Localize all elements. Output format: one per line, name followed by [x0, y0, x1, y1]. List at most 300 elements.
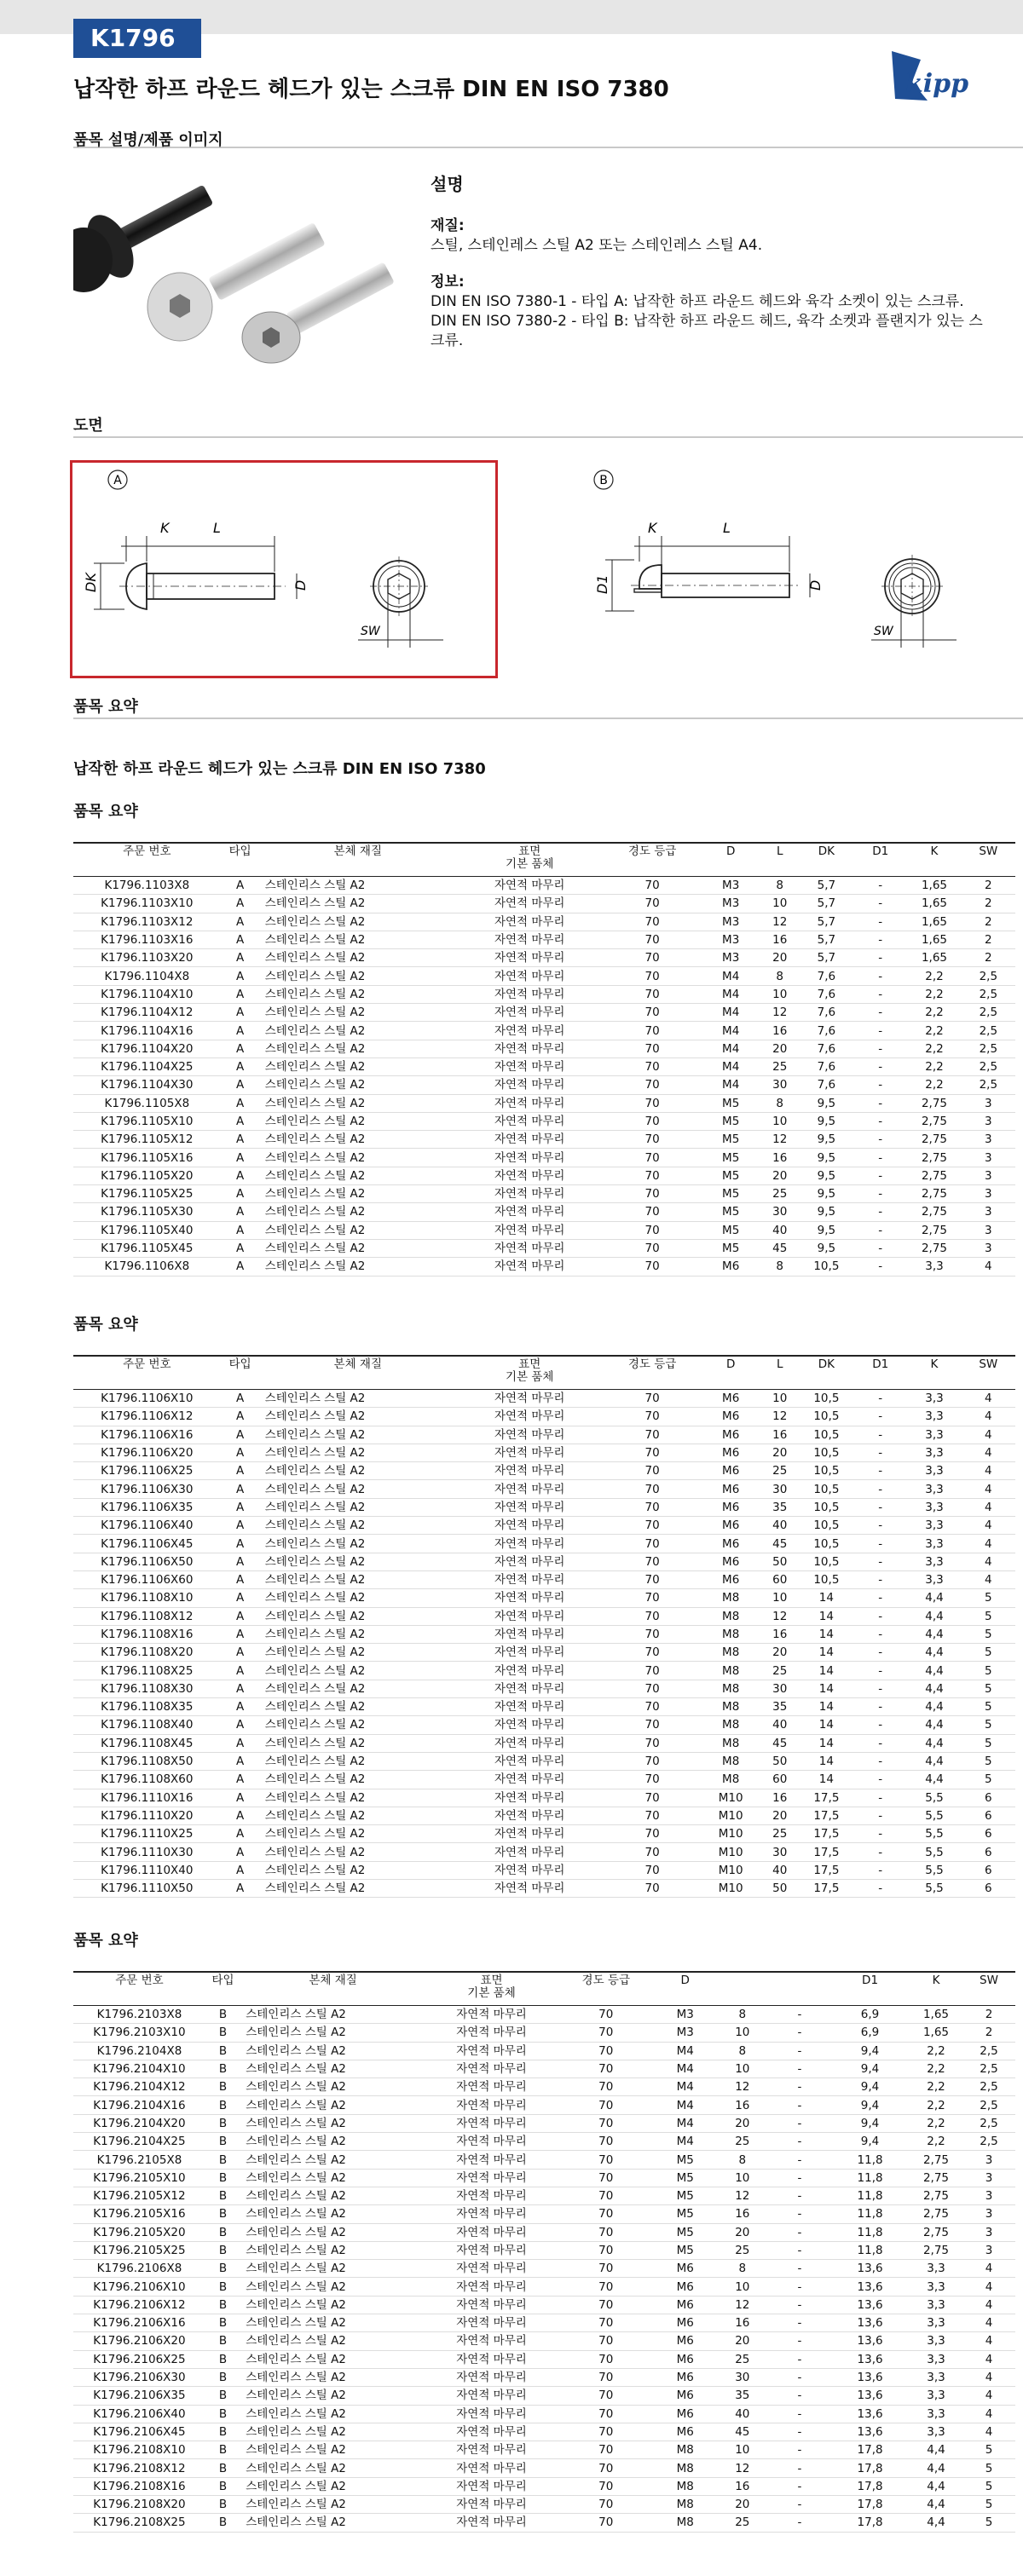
table-cell: 스테인리스 스틸 A2 [240, 2368, 425, 2386]
table-cell: M4 [702, 1076, 760, 1094]
table-cell: B [205, 2024, 240, 2042]
table-cell: 스테인리스 스틸 A2 [260, 1644, 456, 1662]
table-cell: 70 [558, 2006, 655, 2024]
table-cell: 25 [716, 2350, 769, 2368]
table-cell: K1796.1106X40 [73, 1517, 221, 1535]
table-cell: 1,65 [907, 913, 961, 931]
table-cell: 5 [962, 1680, 1015, 1697]
table-row [73, 1057, 1015, 1075]
table-cell: - [853, 1662, 907, 1680]
table-cell: 12 [760, 1004, 800, 1022]
table-cell: 70 [558, 2332, 655, 2350]
table-cell: 12 [716, 2078, 769, 2096]
table-cell: 5 [962, 1625, 1015, 1643]
column-header: 주문 번호 [73, 1972, 205, 2006]
table-cell: 40 [760, 1221, 800, 1239]
table-cell: A [221, 1426, 260, 1444]
column-header [769, 1972, 830, 2006]
table-cell: 14 [800, 1752, 853, 1770]
table-cell: 자연적 마무리 [425, 2205, 558, 2223]
table-cell: 17,5 [800, 1861, 853, 1879]
table-cell: 자연적 마무리 [456, 1789, 604, 1807]
table-cell: 4,4 [907, 1625, 961, 1643]
table-cell: 17,5 [800, 1825, 853, 1843]
table-cell: 13,6 [830, 2423, 910, 2441]
table-cell: - [769, 2151, 830, 2169]
table-cell: 14 [800, 1680, 853, 1697]
table-cell: 자연적 마무리 [425, 2114, 558, 2132]
table-cell: - [853, 1807, 907, 1824]
table-row [73, 2405, 1015, 2423]
table-cell: M6 [702, 1498, 760, 1516]
table-cell: - [853, 949, 907, 967]
table-cell: M4 [702, 1057, 760, 1075]
table-cell: - [769, 2368, 830, 2386]
table-cell: 자연적 마무리 [456, 1022, 604, 1040]
table-cell: 6 [962, 1789, 1015, 1807]
table-cell: - [853, 1752, 907, 1770]
table-cell: A [221, 1498, 260, 1516]
table-cell: 3 [962, 2205, 1015, 2223]
column-header: D1 [830, 1972, 910, 2006]
table-cell: 17,8 [830, 2459, 910, 2477]
table-cell: M10 [702, 1861, 760, 1879]
table-cell: 스테인리스 스틸 A2 [260, 1498, 456, 1516]
table-cell: 20 [760, 1040, 800, 1057]
table-cell: M6 [702, 1517, 760, 1535]
table-cell: 12 [760, 1408, 800, 1426]
table-cell: 4 [962, 2368, 1015, 2386]
table-cell: 자연적 마무리 [456, 1807, 604, 1824]
table-cell: K1796.2104X25 [73, 2133, 205, 2151]
table-row [73, 1185, 1015, 1203]
table-cell: K1796.1106X8 [73, 1258, 221, 1276]
table-cell: K1796.1110X40 [73, 1861, 221, 1879]
table-cell: 16 [760, 931, 800, 948]
table-cell: 17,8 [830, 2441, 910, 2459]
table-cell: 스테인리스 스틸 A2 [260, 949, 456, 967]
table-cell: K1796.1108X50 [73, 1752, 221, 1770]
table-cell: 5 [962, 1698, 1015, 1716]
table-cell: B [205, 2332, 240, 2350]
table-cell: A [221, 1535, 260, 1553]
table-cell: 2,5 [962, 985, 1015, 1003]
table-cell: 70 [558, 2024, 655, 2042]
table-cell: M6 [702, 1426, 760, 1444]
table-cell: - [769, 2332, 830, 2350]
table-cell: 스테인리스 스틸 A2 [240, 2423, 425, 2441]
table-cell: 70 [604, 1239, 702, 1257]
table-cell: 자연적 마무리 [456, 1680, 604, 1697]
table-cell: 25 [760, 1057, 800, 1075]
table-cell: 10,5 [800, 1462, 853, 1480]
table-cell: M8 [702, 1644, 760, 1662]
table-cell: 7,6 [800, 1040, 853, 1057]
table-cell: M3 [702, 895, 760, 913]
table-cell: - [769, 2314, 830, 2332]
table-cell: 자연적 마무리 [456, 1131, 604, 1149]
table-cell: K1796.2106X16 [73, 2314, 205, 2332]
table-cell: 12 [760, 1131, 800, 1149]
table-cell: 35 [760, 1498, 800, 1516]
table-cell: 자연적 마무리 [456, 1734, 604, 1752]
table-cell: K1796.1106X60 [73, 1570, 221, 1588]
table-cell: 자연적 마무리 [425, 2278, 558, 2296]
table-cell: 자연적 마무리 [456, 949, 604, 967]
table-cell: 5,5 [907, 1825, 961, 1843]
table-row [73, 1570, 1015, 1588]
table-cell: 스테인리스 스틸 A2 [260, 1825, 456, 1843]
table-cell: - [769, 2169, 830, 2187]
table-cell: 30 [760, 1203, 800, 1221]
table-cell: K1796.2108X16 [73, 2477, 205, 2495]
table-cell: 4,4 [910, 2441, 962, 2459]
table-cell: 50 [760, 1880, 800, 1898]
table-cell: 자연적 마무리 [456, 1057, 604, 1075]
table-cell: 스테인리스 스틸 A2 [260, 967, 456, 985]
table-row [73, 2078, 1015, 2096]
table-cell: 4 [962, 1462, 1015, 1480]
description-heading: 설명 [431, 174, 464, 194]
table-cell: 35 [760, 1698, 800, 1716]
table-cell: M6 [655, 2278, 716, 2296]
table-cell: - [853, 1535, 907, 1553]
table-cell: - [853, 1112, 907, 1130]
table-cell: 3,3 [910, 2314, 962, 2332]
table-cell: 자연적 마무리 [425, 2223, 558, 2241]
table-cell: 4,4 [907, 1644, 961, 1662]
table-cell: K1796.1106X50 [73, 1553, 221, 1570]
table-cell: A [221, 1076, 260, 1094]
table-cell: - [853, 1444, 907, 1461]
table-cell: 스테인리스 스틸 A2 [240, 2260, 425, 2278]
table-cell: 70 [558, 2169, 655, 2187]
table-cell: 2,75 [907, 1203, 961, 1221]
table-cell: 4 [962, 2332, 1015, 2350]
table-cell: 스테인리스 스틸 A2 [240, 2514, 425, 2532]
table-cell: 2 [962, 949, 1015, 967]
type-b-label: B [599, 474, 608, 487]
table-cell: 자연적 마무리 [456, 1185, 604, 1203]
table-cell: 10,5 [800, 1480, 853, 1498]
table-cell: A [221, 1680, 260, 1697]
table-cell: 14 [800, 1716, 853, 1734]
table-cell: 4,4 [910, 2496, 962, 2514]
table-cell: 스테인리스 스틸 A2 [260, 877, 456, 895]
table-cell: 6 [962, 1880, 1015, 1898]
table-cell: - [853, 1734, 907, 1752]
table-cell: A [221, 1607, 260, 1625]
table-cell: K1796.1103X12 [73, 913, 221, 931]
table-cell: 스테인리스 스틸 A2 [240, 2133, 425, 2151]
column-header: K [910, 1972, 962, 2006]
table-cell: M5 [702, 1167, 760, 1184]
table-cell: 9,5 [800, 1131, 853, 1149]
table-cell: 5,5 [907, 1807, 961, 1824]
table-cell: 스테인리스 스틸 A2 [240, 2223, 425, 2241]
table-cell: - [769, 2423, 830, 2441]
table-cell: M4 [655, 2042, 716, 2060]
table-cell: - [853, 1004, 907, 1022]
table-cell: K1796.2106X25 [73, 2350, 205, 2368]
table-cell: 자연적 마무리 [425, 2423, 558, 2441]
table-cell: 자연적 마무리 [456, 1426, 604, 1444]
table-cell: 스테인리스 스틸 A2 [260, 985, 456, 1003]
table-cell: 25 [760, 1185, 800, 1203]
table-cell: 10,5 [800, 1408, 853, 1426]
table-cell: 6 [962, 1825, 1015, 1843]
table-cell: M6 [655, 2387, 716, 2405]
table-cell: 9,4 [830, 2114, 910, 2132]
table-cell: 30 [760, 1843, 800, 1861]
table-cell: 2,5 [962, 2042, 1015, 2060]
table-cell: 7,6 [800, 1057, 853, 1075]
table-cell: 4 [962, 1426, 1015, 1444]
table-cell: 3,3 [910, 2423, 962, 2441]
table-cell: 자연적 마무리 [456, 1535, 604, 1553]
table-cell: 70 [558, 2078, 655, 2096]
table-cell: 스테인리스 스틸 A2 [260, 1570, 456, 1588]
table-cell: 5 [962, 1607, 1015, 1625]
table-cell: - [853, 1149, 907, 1167]
table-cell: 2,2 [907, 985, 961, 1003]
table-cell: 자연적 마무리 [456, 1861, 604, 1879]
table-cell: 3 [962, 2223, 1015, 2241]
table-cell: 40 [760, 1861, 800, 1879]
table-cell: - [769, 2060, 830, 2078]
dim-l-b: L [723, 520, 731, 536]
column-header: D1 [853, 1356, 907, 1390]
table-cell: M5 [702, 1149, 760, 1167]
table-cell: 자연적 마무리 [425, 2368, 558, 2386]
table-cell: 70 [604, 1752, 702, 1770]
table-row [73, 985, 1015, 1003]
table-cell: - [853, 1570, 907, 1588]
table-cell: 7,6 [800, 985, 853, 1003]
table-cell: 8 [716, 2151, 769, 2169]
table-cell: K1796.1106X16 [73, 1426, 221, 1444]
table-cell: 스테인리스 스틸 A2 [240, 2078, 425, 2096]
table-cell: 4,4 [910, 2459, 962, 2477]
table-cell: 2,5 [962, 1004, 1015, 1022]
table-row [73, 1734, 1015, 1752]
table-cell: M4 [702, 985, 760, 1003]
table-cell: 70 [604, 1807, 702, 1824]
table-cell: 30 [760, 1076, 800, 1094]
column-header: L [760, 1356, 800, 1390]
table-cell: 7,6 [800, 1022, 853, 1040]
table-cell: 70 [604, 1680, 702, 1697]
table-cell: 70 [604, 1040, 702, 1057]
table-cell: 자연적 마무리 [456, 1771, 604, 1789]
table-cell: K1796.2106X20 [73, 2332, 205, 2350]
table-cell: 스테인리스 스틸 A2 [260, 1258, 456, 1276]
table-cell: 자연적 마무리 [456, 1040, 604, 1057]
table-cell: K1796.1110X50 [73, 1880, 221, 1898]
table-cell: - [853, 1022, 907, 1040]
table-row [73, 2350, 1015, 2368]
table-cell: M3 [702, 913, 760, 931]
table-cell: 2,75 [910, 2169, 962, 2187]
table-cell: 자연적 마무리 [425, 2387, 558, 2405]
table-cell: 70 [604, 877, 702, 895]
table-cell: K1796.1104X12 [73, 1004, 221, 1022]
table-cell: 2,5 [962, 2096, 1015, 2114]
table-cell: 70 [558, 2314, 655, 2332]
table-cell: 3,3 [910, 2260, 962, 2278]
table-cell: 10 [716, 2441, 769, 2459]
table-cell: K1796.1106X10 [73, 1390, 221, 1408]
table-cell: 자연적 마무리 [456, 1698, 604, 1716]
table-cell: 2,2 [910, 2114, 962, 2132]
table-cell: A [221, 1734, 260, 1752]
table-cell: M4 [655, 2114, 716, 2132]
table-cell: K1796.1105X16 [73, 1149, 221, 1167]
table-cell: A [221, 913, 260, 931]
table-row [73, 1789, 1015, 1807]
table-cell: K1796.1108X45 [73, 1734, 221, 1752]
table-cell: 17,8 [830, 2514, 910, 2532]
table-cell: K1796.1103X16 [73, 931, 221, 948]
table-cell: 5 [962, 1771, 1015, 1789]
table-cell: 60 [760, 1771, 800, 1789]
table-cell: 30 [716, 2368, 769, 2386]
table-row [73, 1094, 1015, 1112]
table-cell: K1796.2106X12 [73, 2296, 205, 2314]
table-cell: B [205, 2514, 240, 2532]
table-cell: K1796.2105X12 [73, 2187, 205, 2204]
table-cell: 스테인리스 스틸 A2 [240, 2187, 425, 2204]
table-cell: 5 [962, 2441, 1015, 2459]
product-table-3 [73, 1971, 1015, 2533]
product-title: 납작한 하프 라운드 헤드가 있는 스크류 DIN EN ISO 7380 [73, 760, 486, 778]
table-cell: - [853, 1057, 907, 1075]
table-cell: 14 [800, 1625, 853, 1643]
table-cell: 자연적 마무리 [456, 931, 604, 948]
table-row [73, 2024, 1015, 2042]
info-text-2: DIN EN ISO 7380-2 - 타입 B: 납작한 하프 라운드 헤드, 육각 소켓과 플랜지가 있는 스크류. [431, 313, 983, 349]
table-row [73, 1589, 1015, 1607]
table-row [73, 2496, 1015, 2514]
table-cell: - [769, 2441, 830, 2459]
table-cell: K1796.2106X40 [73, 2405, 205, 2423]
table-cell: 3,3 [907, 1517, 961, 1535]
table-cell: 자연적 마무리 [425, 2078, 558, 2096]
table-cell: M8 [702, 1771, 760, 1789]
table-row [73, 1203, 1015, 1221]
table-cell: K1796.1105X40 [73, 1221, 221, 1239]
table-cell: 3 [962, 2187, 1015, 2204]
table-cell: A [221, 1221, 260, 1239]
table-2-title: 품목 요약 [73, 1316, 138, 1334]
table-cell: B [205, 2169, 240, 2187]
table-cell: 스테인리스 스틸 A2 [260, 1734, 456, 1752]
table-cell: M6 [655, 2260, 716, 2278]
table-cell: 자연적 마무리 [456, 1408, 604, 1426]
table-cell: A [221, 1022, 260, 1040]
table-cell: 스테인리스 스틸 A2 [260, 1752, 456, 1770]
table-cell: M6 [655, 2423, 716, 2441]
table-cell: K1796.2105X8 [73, 2151, 205, 2169]
table-cell: 스테인리스 스틸 A2 [260, 1625, 456, 1643]
table-cell: M8 [702, 1680, 760, 1697]
table-cell: 10 [716, 2060, 769, 2078]
table-cell: 2 [962, 2024, 1015, 2042]
table-cell: 스테인리스 스틸 A2 [260, 1167, 456, 1184]
table-cell: - [769, 2477, 830, 2495]
table-cell: A [221, 1203, 260, 1221]
table-cell: 20 [716, 2223, 769, 2241]
table-cell: 70 [604, 1644, 702, 1662]
column-header: SW [962, 1356, 1015, 1390]
table-cell: 스테인리스 스틸 A2 [240, 2169, 425, 2187]
table-cell: - [769, 2096, 830, 2114]
table-cell: 11,8 [830, 2241, 910, 2259]
table-cell: 2 [962, 877, 1015, 895]
table-cell: 스테인리스 스틸 A2 [260, 1131, 456, 1149]
table-cell: K1796.1108X12 [73, 1607, 221, 1625]
dim-sw: SW [361, 625, 380, 638]
table-cell: 5,7 [800, 877, 853, 895]
table-cell: M5 [702, 1203, 760, 1221]
table-cell: M5 [655, 2241, 716, 2259]
table-cell: M5 [702, 1239, 760, 1257]
table-cell: 3 [962, 1167, 1015, 1184]
table-cell: M3 [702, 877, 760, 895]
table-cell: 3 [962, 2151, 1015, 2169]
table-cell: 70 [558, 2205, 655, 2223]
table-cell: 70 [604, 1149, 702, 1167]
table-cell: 스테인리스 스틸 A2 [260, 1040, 456, 1057]
table-cell: - [853, 1716, 907, 1734]
divider [73, 717, 1023, 719]
table-cell: 3 [962, 1221, 1015, 1239]
table-cell: 스테인리스 스틸 A2 [260, 1771, 456, 1789]
table-cell: 8 [716, 2006, 769, 2024]
table-cell: 2,2 [907, 1004, 961, 1022]
table-cell: B [205, 2387, 240, 2405]
table-cell: 20 [760, 949, 800, 967]
table-cell: K1796.2104X12 [73, 2078, 205, 2096]
table-cell: 70 [604, 1825, 702, 1843]
table-cell: 스테인리스 스틸 A2 [260, 1239, 456, 1257]
table-cell: M5 [702, 1131, 760, 1149]
table-cell: M8 [702, 1662, 760, 1680]
table-cell: 70 [558, 2042, 655, 2060]
table-cell: B [205, 2459, 240, 2477]
table-cell: A [221, 1825, 260, 1843]
table-cell: 16 [760, 1789, 800, 1807]
table-cell: A [221, 1239, 260, 1257]
table-cell: 25 [760, 1825, 800, 1843]
table-cell: 자연적 마무리 [425, 2477, 558, 2495]
table-cell: 5,5 [907, 1880, 961, 1898]
column-header: K [907, 1356, 961, 1390]
table-cell: 3,3 [910, 2296, 962, 2314]
table-cell: 13,6 [830, 2260, 910, 2278]
table-cell: 70 [604, 1589, 702, 1607]
table-cell: 스테인리스 스틸 A2 [260, 1880, 456, 1898]
table-row [73, 1861, 1015, 1879]
table-cell: 스테인리스 스틸 A2 [240, 2441, 425, 2459]
table-cell: 17,8 [830, 2496, 910, 2514]
table-cell: 70 [604, 1112, 702, 1130]
table-cell: 70 [604, 1185, 702, 1203]
product-table-2 [73, 1355, 1015, 1898]
table-cell: 스테인리스 스틸 A2 [260, 1716, 456, 1734]
table-row [73, 877, 1015, 895]
table-cell: 자연적 마무리 [456, 1570, 604, 1588]
